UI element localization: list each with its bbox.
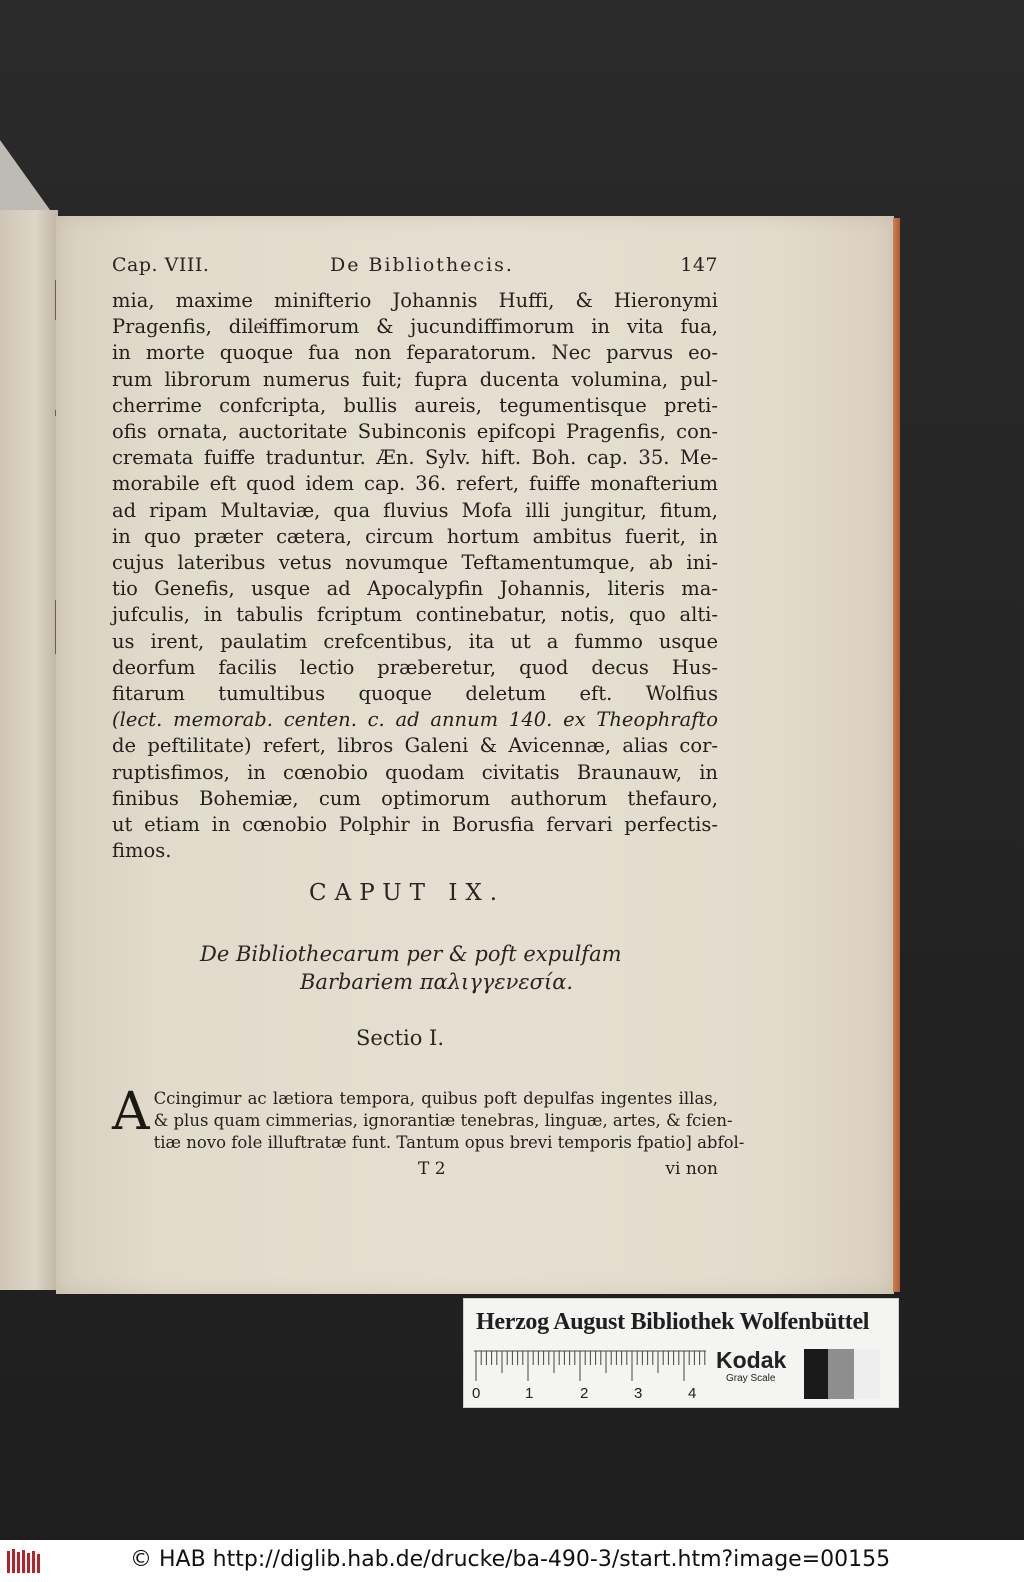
ruler-label: 0 (472, 1385, 481, 1402)
section-text (112, 1082, 745, 1154)
hab-logo-icon (6, 1548, 42, 1574)
text-line: ruptisfimos, in cœnobio quodam civitatis Braunauw, in (112, 760, 718, 784)
ruler-label: 4 (688, 1385, 697, 1402)
text-line: mia, maxime minifterio Johannis Huffi, & Hieronymi (112, 289, 718, 312)
gray-swatch-mid (828, 1349, 854, 1399)
gray-swatch-light (854, 1349, 880, 1399)
text-line: jufculis, in tabulis fcriptum continebatur, notis, quo alti- (112, 603, 718, 627)
text-line: fitarum tumultibus quoque deletum eft. Wolfius (112, 682, 718, 706)
text-line: in morte quoque fua non feparatorum. Nec parvus eo- (112, 341, 718, 365)
text-line: deorfum facilis lectio præberetur, quod decus Hus- (112, 655, 718, 679)
footer-bar (0, 1540, 1024, 1582)
text-line: morabile eft quod idem cap. 36. refert, fuiffe monafterium (112, 472, 718, 496)
drop-capital: A (112, 1082, 150, 1142)
left-page-flap (0, 140, 50, 210)
text-line: us irent, paulatim crefcentibus, ita ut a fummo usque (112, 629, 718, 653)
page-fore-edge (893, 218, 900, 1292)
page-footer-line (112, 1159, 718, 1181)
color-scale-card (463, 1298, 899, 1408)
gray-swatch-dark (804, 1349, 828, 1399)
text-line: rum librorum numerus fuit; fupra ducenta volumina, pul- (112, 367, 718, 391)
chapter-label: Cap. VIII. (112, 254, 210, 276)
library-name: Herzog August Bibliothek Wolfenbüttel (476, 1309, 870, 1335)
text-line: finibus Bohemiæ, cum optimorum authorum thefauro, (112, 786, 718, 810)
text-line: fimos. (112, 839, 172, 863)
text-line: ut etiam in cœnobio Polphir in Borusfia fervari perfectis- (112, 813, 718, 837)
subtitle-line: De Bibliothecarum per & poft expulfam (200, 942, 622, 966)
ruler-label: 3 (634, 1385, 643, 1402)
text-line: cherrime confcripta, bullis aureis, tegumentisque preti- (112, 393, 718, 417)
page-number: 147 (680, 254, 718, 276)
subtitle-line: Barbariem παλιγγενεσία. (300, 970, 574, 994)
ruler-label: 2 (580, 1385, 589, 1402)
text-line: cujus lateribus vetus novumque Teftamentumque, ab ini- (112, 551, 718, 575)
chapter-heading: CAPUT IX. (309, 880, 506, 906)
chapter-subtitle (200, 940, 660, 996)
running-title: De Bibliothecis. (330, 254, 514, 276)
section-heading: Sectio I. (356, 1026, 445, 1050)
gray-scale-label: Gray Scale (726, 1373, 776, 1384)
text-line: in quo præter cætera, circum hortum ambitus fuerit, in (112, 524, 718, 548)
ruler-icon (474, 1349, 706, 1385)
text-line: & plus quam cimmerias, ignorantiæ tenebras, linguæ, artes, & fcien- (153, 1111, 733, 1130)
text-line: cremata fuiffe traduntur. Æn. Sylv. hift. Boh. cap. 35. Me- (112, 446, 718, 470)
source-url[interactable]: © HAB http://diglib.hab.de/drucke/ba-490-3/start.htm?image=00155 (130, 1547, 891, 1572)
text-line: de peftilitate) refert, libros Galeni & Avicennæ, alias cor- (112, 734, 718, 758)
text-line: Ccingimur ac lætiora tempora, quibus poft depulfas ingentes illas, (153, 1089, 718, 1108)
text-line: tiæ novo fole illuftratæ funt. Tantum opus brevi temporis fpatio] abfol- (153, 1133, 745, 1152)
catchword: vi non (665, 1159, 718, 1179)
signature-mark: T 2 (418, 1159, 446, 1179)
text-line: ad ripam Multaviæ, qua fluvius Mofa illi jungitur, fitum, (112, 498, 718, 522)
ruler-label: 1 (525, 1385, 534, 1402)
text-line: (lect. memorab. centen. c. ad annum 140. ex Theophrafto (112, 708, 718, 732)
text-line: ofis ornata, auctoritate Subinconis epifcopi Pragenfis, con- (112, 420, 718, 444)
kodak-logo: Kodak (716, 1347, 787, 1373)
running-header (112, 254, 718, 284)
body-text (112, 288, 718, 864)
text-line: tio Genefis, usque ad Apocalypfin Johannis, literis ma- (112, 577, 718, 601)
text-line: Pragenfis, dileͨiffimorum & jucundiffimorum in vita fua, (112, 315, 718, 339)
